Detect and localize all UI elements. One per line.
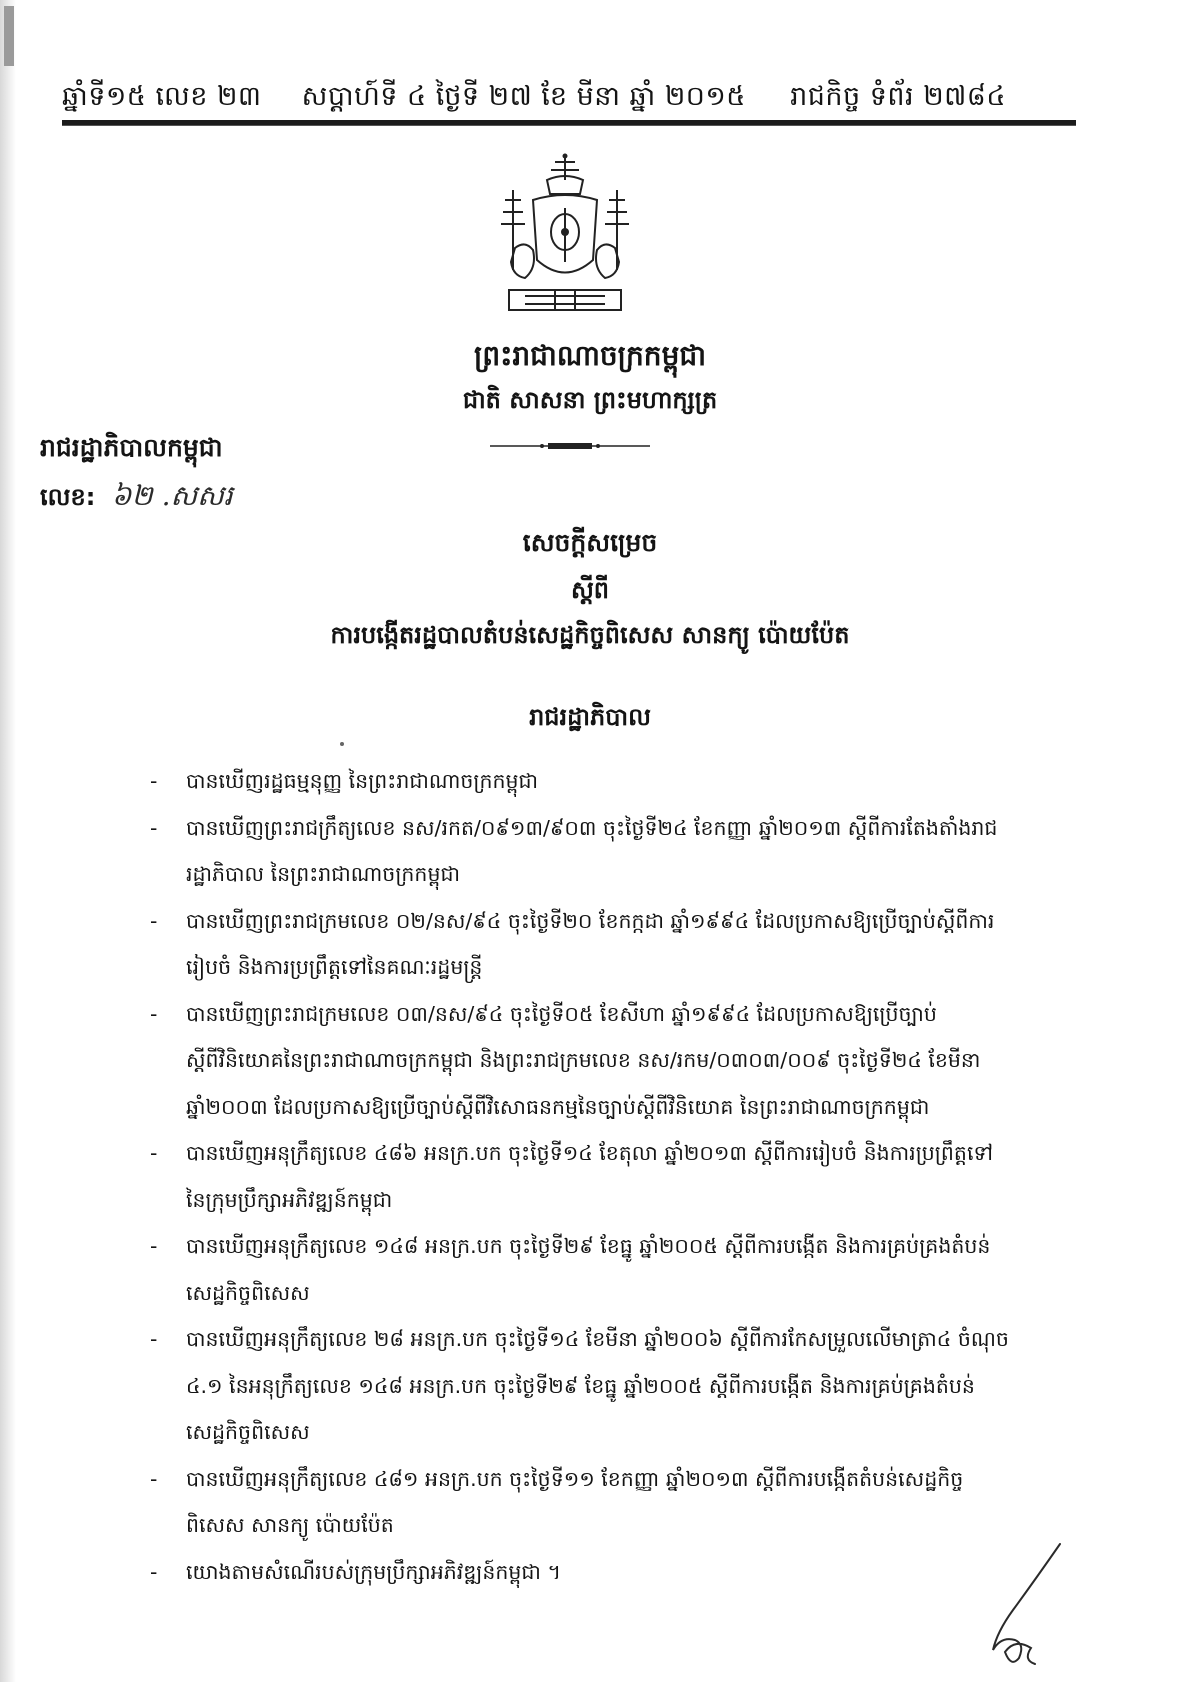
gazette-week-date: សប្តាហ៍ទី ៤ ថ្ងៃទី ២៧ ខែ មីនា ឆ្នាំ ២០១៥ [301, 81, 746, 112]
initials-signature-icon [975, 1540, 1065, 1670]
clause-item: - បានឃើញព្រះរាជក្រឹត្យលេខ នស/រកត/០៩១៣/៩០៣ ចុះថ្ងៃទី២៤ ខែកញ្ញា ឆ្នាំ២០១៣ ស្ដីពីការតែងតាំងរាជរដ្ឋាភិបាល នៃព្រះរាជាណាចក្រកម្ពុជា [150, 805, 1010, 898]
preamble-clauses [150, 758, 1010, 1595]
clause-item: - បានឃើញរដ្ឋធម្មនុញ្ញ នៃព្រះរាជាណាចក្រកម្ពុជា [150, 758, 1010, 805]
gazette-page-number: រាជកិច្ច ទំព័រ ២៧៨៤ [790, 81, 1007, 112]
clause-item: - បានឃើញអនុក្រឹត្យលេខ ១៤៨ អនក្រ.បក ចុះថ្ងៃទី២៩ ខែធ្នូ ឆ្នាំ២០០៥ ស្ដីពីការបង្កើត និងការគ្រប់គ្រងតំបន់សេដ្ឋកិច្ចពិសេស [150, 1223, 1010, 1316]
divider-ornament-icon [490, 440, 650, 452]
issuing-authority: រាជរដ្ឋាភិបាល [529, 703, 651, 731]
clause-item: - បានឃើញអនុក្រឹត្យលេខ ៤៨១ អនក្រ.បក ចុះថ្ងៃទី១១ ខែកញ្ញា ឆ្នាំ២០១៣ ស្ដីពីការបង្កើតតំបន់សេដ្ឋកិច្ចពិសេស សានក្យូ ប៉ោយប៉ែត [150, 1456, 1010, 1549]
gazette-year-issue: ឆ្នាំទី១៥ លេខ ២៣ [62, 81, 262, 112]
scan-speck [340, 742, 344, 746]
document-about: ស្ដីពី [570, 576, 610, 604]
clause-item: - បានឃើញព្រះរាជក្រមលេខ ០២/នស/៩៤ ចុះថ្ងៃទី២០ ខែកក្កដា ឆ្នាំ១៩៩៤ ដែលប្រកាសឱ្យប្រើច្បាប់ស្ដីពីការរៀបចំ និងការប្រព្រឹត្តទៅនៃគណៈរដ្ឋមន្ត្រី [150, 898, 1010, 991]
decision-number [40, 478, 233, 519]
clause-item: - បានឃើញអនុក្រឹត្យលេខ ២៨ អនក្រ.បក ចុះថ្ងៃទី១៤ ខែមីនា ឆ្នាំ២០០៦ ស្ដីពីការកែសម្រួលលើមាត្រា៤ ចំណុច ៤.១ នៃអនុក្រឹត្យលេខ ១៤៨ អនក្រ.បក ចុះថ្ងៃទី២៩ ខែធ្នូ ឆ្នាំ២០០៥ ស្ដីពីការបង្កើត និងការគ្រប់គ្រងតំបន់សេដ្ឋកិច្ចពិសេស [150, 1316, 1010, 1456]
clause-item: - យោងតាមសំណើរបស់ក្រុមប្រឹក្សាអភិវឌ្ឍន៍កម្ពុជា ។ [150, 1549, 1010, 1596]
kingdom-name: ព្រះរាជាណាចក្រកម្ពុជា [473, 339, 706, 372]
scan-edge-mark [4, 6, 14, 66]
clause-item: - បានឃើញអនុក្រឹត្យលេខ ៤៨៦ អនក្រ.បក ចុះថ្ងៃទី១៤ ខែតុលា ឆ្នាំ២០១៣ ស្ដីពីការរៀបចំ និងការប្រព្រឹត្តទៅនៃក្រុមប្រឹក្សាអភិវឌ្ឍន៍កម្ពុជា [150, 1130, 1010, 1223]
document-type: សេចក្ដីសម្រេច [522, 528, 658, 557]
header-rule [62, 120, 1076, 126]
gazette-header [62, 80, 1072, 119]
issuing-government: រាជរដ្ឋាភិបាលកម្ពុជា [40, 433, 223, 462]
royal-coat-of-arms-icon [485, 150, 645, 325]
decision-number-label: លេខ: [40, 483, 96, 511]
document-subject: ការបង្កើតរដ្ឋបាលតំបន់សេដ្ឋកិច្ចពិសេស សានក្យូ ប៉ោយប៉ែត [330, 621, 850, 649]
national-motto: ជាតិ សាសនា ព្រះមហាក្សត្រ [462, 386, 718, 414]
scan-edge-shadow [0, 0, 16, 1682]
decision-number-value: ៦២ .សសរ [111, 479, 233, 512]
clause-item: - បានឃើញព្រះរាជក្រមលេខ ០៣/នស/៩៤ ចុះថ្ងៃទី០៥ ខែសីហា ឆ្នាំ១៩៩៤ ដែលប្រកាសឱ្យប្រើច្បាប់ស្ដីពីវិនិយោគនៃព្រះរាជាណាចក្រកម្ពុជា និងព្រះរាជក្រមលេខ នស/រកម/០៣០៣/០០៩ ចុះថ្ងៃទី២៤ ខែមីនា ឆ្នាំ២០០៣ ដែលប្រកាសឱ្យប្រើច្បាប់ស្ដីពីវិសោធនកម្មនៃច្បាប់ស្ដីពីវិនិយោគ នៃព្រះរាជាណាចក្រកម្ពុជា [150, 991, 1010, 1131]
